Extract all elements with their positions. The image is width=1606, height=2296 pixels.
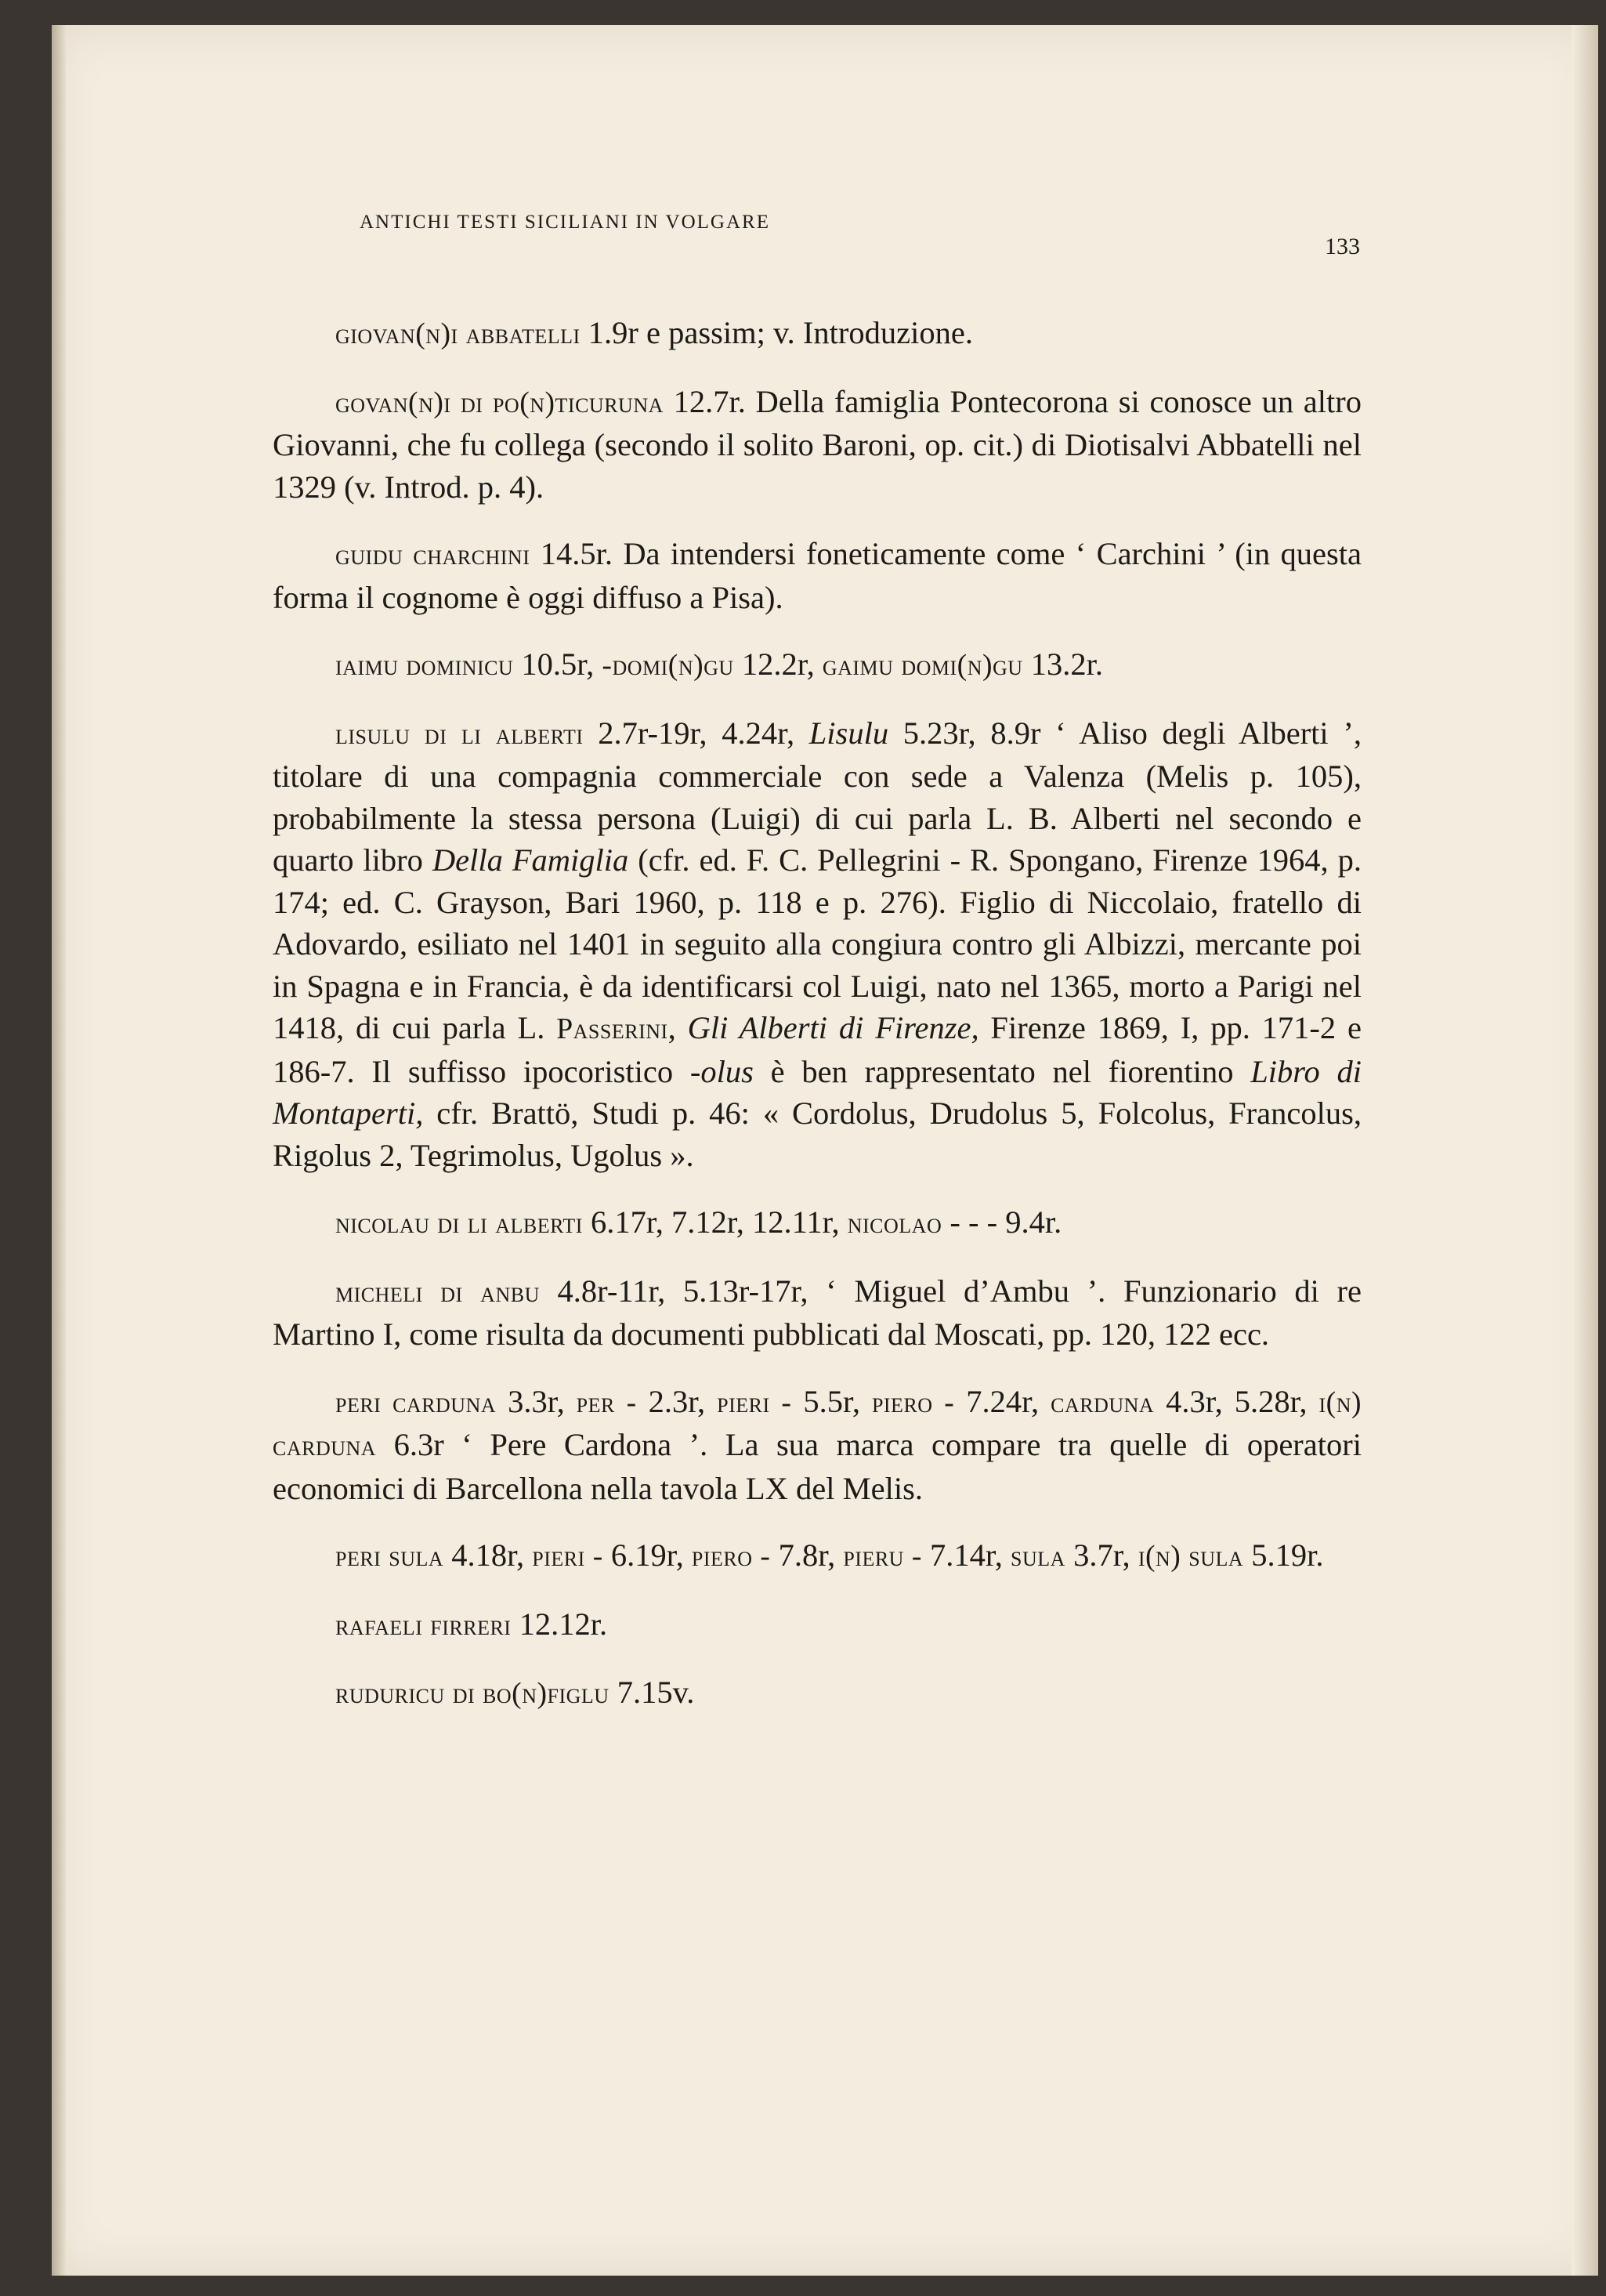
entry-text: 10.5r, bbox=[513, 646, 602, 682]
entry-text: 3.7r, bbox=[1065, 1537, 1138, 1573]
entry-text: 12.2r, bbox=[733, 646, 823, 682]
entry-text: 2.7r-19r, 4.24r, bbox=[583, 715, 809, 751]
entry-text: , bbox=[667, 1010, 688, 1045]
italic-suffix: -olus bbox=[689, 1053, 754, 1089]
entry-peri-sula bbox=[273, 1534, 1362, 1578]
entry-text: 7.24r, bbox=[954, 1383, 1051, 1419]
entry-head: rafaeli firreri bbox=[335, 1608, 512, 1642]
entry-text: 7.8r, bbox=[770, 1537, 844, 1573]
entry-text: Firenze 1869, I, pp. 171-2 e 186-7. Il suffisso ipocoristico bbox=[273, 1010, 1362, 1089]
entry-text: 6.3r ‘ Pere Cardona ’. La sua marca compare tra quelle di operatori economici di Barcellona nella tavola LX del Melis. bbox=[273, 1427, 1362, 1506]
entry-text: 12.12r. bbox=[511, 1606, 608, 1642]
entry-text: 5.19r. bbox=[1243, 1537, 1324, 1573]
entry-head: iaimu dominicu bbox=[335, 649, 514, 682]
italic-name: Lisulu bbox=[808, 715, 889, 751]
entry-text: 4.8r-11r, 5.13r-17r, ‘ Miguel d’Ambu ’. Funzionario di re Martino I, come risulta da documenti pubblicati dal Moscati, pp. 120, 122 ecc. bbox=[273, 1273, 1362, 1352]
italic-title: Libro di Montaperti, bbox=[273, 1053, 1362, 1131]
entry-head: peri sula bbox=[335, 1540, 444, 1573]
entry-text: 7.14r, bbox=[921, 1537, 1011, 1573]
entry-text: 4.18r, bbox=[443, 1537, 533, 1573]
entry-text: 1.9r e passim; v. Introduzione. bbox=[580, 315, 973, 350]
entry-text: 6.17r, 7.12r, 12.11r, bbox=[582, 1204, 848, 1240]
variant-name: i(n) sula bbox=[1138, 1540, 1244, 1573]
variant-name: pieri - bbox=[532, 1540, 603, 1573]
entry-text: 4.3r, 5.28r, bbox=[1154, 1383, 1319, 1419]
variant-name: pieru - bbox=[843, 1540, 922, 1573]
entry-text: 3.3r, bbox=[496, 1383, 577, 1419]
variant-name: i(n) carduna bbox=[273, 1385, 1362, 1462]
entry-head: nicolau di li alberti bbox=[335, 1207, 583, 1240]
variant-name: carduna bbox=[1051, 1385, 1155, 1419]
page-number: 133 bbox=[1325, 234, 1360, 259]
variant-name: sula bbox=[1011, 1540, 1065, 1573]
entry-iaimu-dominicu bbox=[273, 643, 1362, 687]
page-edge bbox=[1572, 25, 1598, 2276]
variant-name: -domi(n)gu bbox=[602, 649, 734, 682]
entry-text: - - - 9.4r. bbox=[942, 1204, 1062, 1240]
italic-title: Della Famiglia bbox=[432, 842, 629, 878]
entry-head: lisulu di li alberti bbox=[335, 717, 584, 751]
entry-guidu-charchini bbox=[273, 533, 1362, 618]
entry-text: 13.2r. bbox=[1022, 646, 1103, 682]
entry-head: guidu charchini bbox=[335, 538, 530, 571]
page-body bbox=[273, 312, 1362, 1740]
entry-text: cfr. Brattö, Studi p. 46: « Cordolus, Drudolus 5, Folcolus, Francolus, Rigolus 2, Tegrimolus, Ugolus ». bbox=[273, 1095, 1362, 1173]
entry-peri-carduna bbox=[273, 1381, 1362, 1510]
entry-text: 2.3r, bbox=[636, 1383, 718, 1419]
entry-head: micheli di anbu bbox=[335, 1275, 540, 1309]
entry-text: 6.19r, bbox=[602, 1537, 692, 1573]
entry-nicolau-alberti bbox=[273, 1201, 1362, 1245]
entry-head: ruduricu di bo(n)figlu bbox=[335, 1677, 609, 1710]
entry-head: giovan(n)i abbatelli bbox=[335, 317, 581, 350]
variant-name: gaimu domi(n)gu bbox=[822, 649, 1023, 682]
entry-text: 14.5r. Da intendersi foneticamente come ‘ Carchini ’ (in questa forma il cognome è oggi diffuso a Pisa). bbox=[273, 536, 1362, 615]
entry-micheli-anbu bbox=[273, 1270, 1362, 1356]
variant-name: piero - bbox=[691, 1540, 771, 1573]
entry-govanni-ponticuruna bbox=[273, 381, 1362, 509]
variant-name: pieri - bbox=[717, 1385, 792, 1419]
author-name: Passerini bbox=[556, 1012, 668, 1045]
variant-name: nicolao bbox=[847, 1207, 942, 1240]
entry-rafaeli-firreri bbox=[273, 1603, 1362, 1647]
book-page bbox=[52, 25, 1598, 2276]
entry-giovanni-abbatelli bbox=[273, 312, 1362, 356]
entry-text: 7.15v. bbox=[609, 1675, 695, 1710]
entry-head: govan(n)i di po(n)ticuruna bbox=[335, 386, 664, 419]
page-gutter bbox=[52, 25, 66, 2276]
variant-name: piero - bbox=[871, 1385, 955, 1419]
running-title: ANTICHI TESTI SICILIANI IN VOLGARE bbox=[360, 212, 770, 233]
entry-text: 5.23r, 8.9r ‘ Aliso degli Alberti ’, titolare di una compagnia commerciale con sede a Valenza (Melis p. 105), probabilmente la stessa persona (Luigi) di cui parla L. B. Alberti nel secondo e quarto libro bbox=[273, 715, 1362, 878]
entry-text: 12.7r. Della famiglia Pontecorona si conosce un altro Giovanni, che fu collega (secondo il solito Baroni, op. cit.) di Diotisalvi Abbatelli nel 1329 (v. Introd. p. 4). bbox=[273, 383, 1362, 505]
entry-lisulu-alberti bbox=[273, 712, 1362, 1177]
italic-title: Gli Alberti di Firenze, bbox=[687, 1010, 979, 1045]
entry-head: peri carduna bbox=[335, 1385, 497, 1419]
entry-ruduricu-bonfiglu bbox=[273, 1671, 1362, 1715]
variant-name: per - bbox=[576, 1385, 637, 1419]
entry-text: 5.5r, bbox=[791, 1383, 872, 1419]
entry-text: (cfr. ed. F. C. Pellegrini - R. Spongano, Firenze 1964, p. 174; ed. C. Grayson, Bari 1960, p. 118 e p. 276). Figlio di Niccolaio, fratello di Adovardo, esiliato nel 1401 in seguito alla congiura contro gli Albizzi, mercante poi in Spagna e in Francia, è da identificarsi col Luigi, nato nel 1365, morto a Parigi nel 1418, di cui parla L. bbox=[273, 842, 1362, 1045]
entry-text: è ben rappresentato nel fiorentino bbox=[753, 1053, 1251, 1089]
